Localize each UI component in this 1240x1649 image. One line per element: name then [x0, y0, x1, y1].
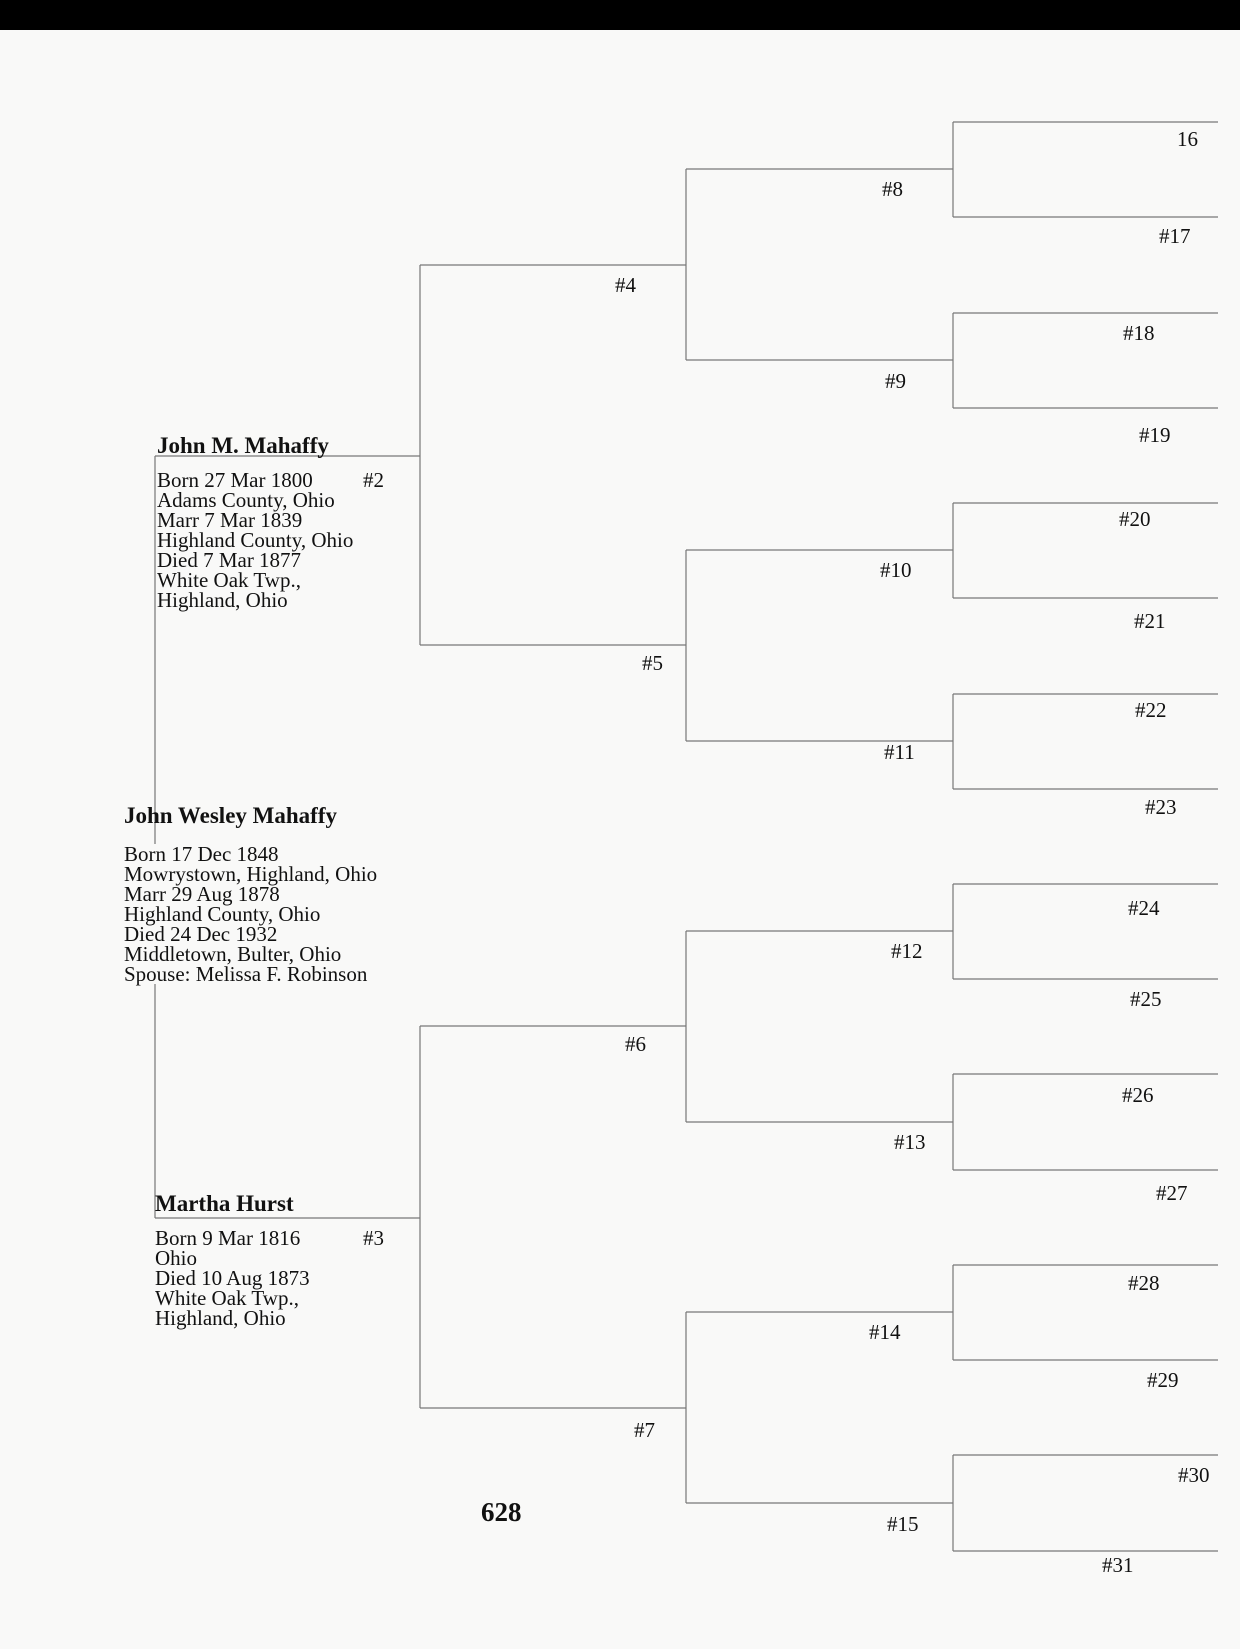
person-2-number: #2: [363, 468, 384, 492]
person-1-death-date: Died 24 Dec 1932: [124, 922, 278, 946]
ancestor-4-number: #4: [615, 273, 636, 297]
person-1-birth-date: Born 17 Dec 1848: [124, 842, 279, 866]
ancestor-24-number: #24: [1128, 896, 1160, 920]
ancestor-13-number: #13: [894, 1130, 926, 1154]
person-2-marriage-date: Marr 7 Mar 1839: [157, 508, 303, 532]
ancestor-19-number: #19: [1139, 423, 1171, 447]
ancestor-7-number: #7: [634, 1418, 655, 1442]
person-3-birth-place: Ohio: [155, 1246, 197, 1270]
ancestor-6-number: #6: [625, 1032, 646, 1056]
ancestor-23-number: #23: [1145, 795, 1177, 819]
ancestor-30-number: #30: [1178, 1463, 1210, 1487]
person-3-name: Martha Hurst: [155, 1191, 294, 1216]
ancestor-18-number: #18: [1123, 321, 1155, 345]
person-2-name: John M. Mahaffy: [157, 433, 329, 458]
person-3-death-date: Died 10 Aug 1873: [155, 1266, 310, 1290]
ancestor-14-number: #14: [869, 1320, 901, 1344]
ancestor-25-number: #25: [1130, 987, 1162, 1011]
person-1-death-place: Middletown, Bulter, Ohio: [124, 942, 342, 966]
person-1-marriage-date: Marr 29 Aug 1878: [124, 882, 280, 906]
ancestor-15-number: #15: [887, 1512, 919, 1536]
person-1-name: John Wesley Mahaffy: [124, 803, 337, 828]
page-number: 628: [481, 1497, 522, 1527]
person-2-death-date: Died 7 Mar 1877: [157, 548, 302, 572]
ancestor-12-number: #12: [891, 939, 923, 963]
person-2-birth-place: Adams County, Ohio: [157, 488, 335, 512]
ancestor-31-number: #31: [1102, 1553, 1134, 1577]
ancestor-5-number: #5: [642, 651, 663, 675]
person-2-death-place-line1: White Oak Twp.,: [157, 568, 301, 592]
ancestor-27-number: #27: [1156, 1181, 1188, 1205]
person-2-death-place-line2: Highland, Ohio: [157, 588, 288, 612]
ancestor-11-number: #11: [884, 740, 915, 764]
ancestor-17-number: #17: [1159, 224, 1191, 248]
person-2-details: [157, 470, 353, 610]
ancestor-8-number: #8: [882, 177, 903, 201]
person-3-birth-date: Born 9 Mar 1816: [155, 1226, 301, 1250]
ancestor-28-number: #28: [1128, 1271, 1160, 1295]
person-2-birth-date: Born 27 Mar 1800: [157, 468, 313, 492]
ancestor-16-number: 16: [1177, 127, 1198, 151]
ancestor-21-number: #21: [1134, 609, 1166, 633]
ancestor-26-number: #26: [1122, 1083, 1154, 1107]
ancestor-10-number: #10: [880, 558, 912, 582]
person-1-spouse: Spouse: Melissa F. Robinson: [124, 962, 368, 986]
person-3-number: #3: [363, 1226, 384, 1250]
person-2-marriage-place: Highland County, Ohio: [157, 528, 354, 552]
person-3-death-place-line2: Highland, Ohio: [155, 1306, 286, 1330]
person-3-details: [155, 1228, 310, 1328]
ancestor-22-number: #22: [1135, 698, 1167, 722]
person-3-death-place-line1: White Oak Twp.,: [155, 1286, 299, 1310]
person-1-birth-place: Mowrystown, Highland, Ohio: [124, 862, 378, 886]
person-1-marriage-place: Highland County, Ohio: [124, 902, 321, 926]
ancestor-29-number: #29: [1147, 1368, 1179, 1392]
ancestor-20-number: #20: [1119, 507, 1151, 531]
person-1-details: [124, 844, 377, 984]
ancestor-9-number: #9: [885, 369, 906, 393]
